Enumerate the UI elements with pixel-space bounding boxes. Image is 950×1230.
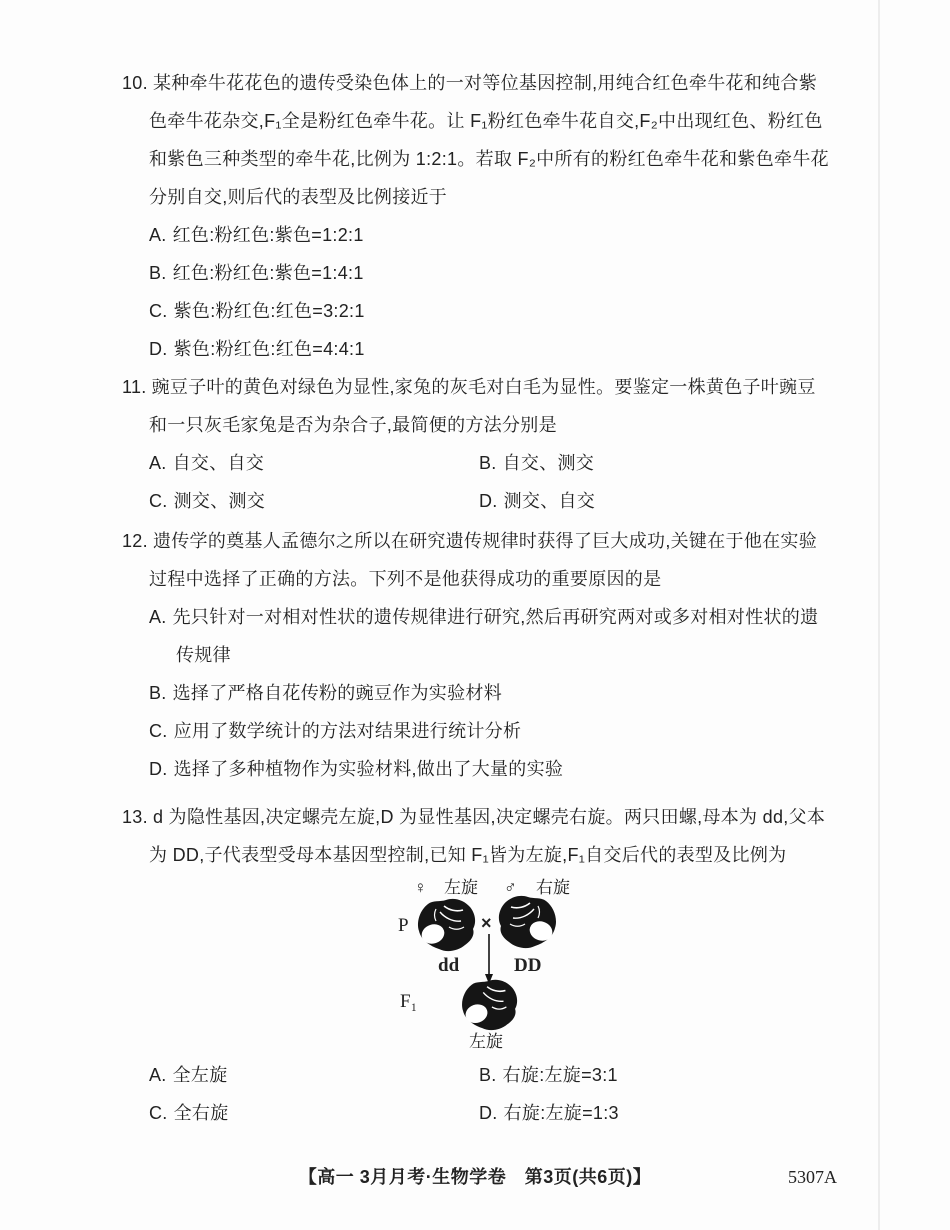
cross-symbol: × <box>481 913 492 933</box>
option-13-d-label: D. <box>479 1103 498 1123</box>
father-genotype-label: DD <box>514 955 542 976</box>
mother-genotype-label: dd <box>438 955 460 976</box>
f1-generation-label: F₁ <box>400 991 418 1012</box>
option-11-b-label: B. <box>479 453 497 473</box>
option-10-d-label: D. <box>149 339 168 359</box>
descent-arrow <box>483 934 495 984</box>
option-12-c-label: C. <box>149 721 168 741</box>
male-phenotype-label: 右旋 <box>536 878 570 897</box>
father-snail-illustration <box>496 894 558 950</box>
question-11-number: 11. <box>122 377 147 397</box>
option-12-d-text: 选择了多种植物作为实验材料,做出了大量的实验 <box>173 759 564 779</box>
option-10-c <box>149 292 830 330</box>
question-13-text: d 为隐性基因,决定螺壳左旋,D 为显性基因,决定螺壳右旋。两只田螺,母本为 dd,父本为 DD,子代表型受母本基因型控制,已知 F₁皆为左旋,F₁自交后代的表型及比例为 <box>149 807 826 865</box>
question-11-text: 豌豆子叶的黄色对绿色为显性,家兔的灰毛对白毛为显性。要鉴定一株黄色子叶豌豆和一只灰毛家兔是否为杂合子,最简便的方法分别是 <box>149 377 816 435</box>
option-10-c-label: C. <box>149 301 168 321</box>
option-12-a-text: 先只针对一对相对性状的遗传规律进行研究,然后再研究两对或多对相对性状的遗传规律 <box>172 607 819 665</box>
option-13-c-label: C. <box>149 1103 168 1123</box>
option-13-c <box>149 1094 479 1132</box>
question-12-options <box>122 598 830 788</box>
option-11-b-text: 自交、测交 <box>502 453 595 473</box>
female-symbol: ♀ <box>414 878 427 897</box>
option-11-c-text: 测交、测交 <box>173 491 266 511</box>
option-10-b-text: 红色:粉红色:紫色=1:4:1 <box>172 263 364 283</box>
footer-exam-title: 【高一 3月月考·生物学卷 第3页(共6页)】 <box>298 1167 652 1187</box>
option-11-a-text: 自交、自交 <box>172 453 265 473</box>
question-13-options <box>149 1056 830 1132</box>
question-10-number: 10. <box>122 73 148 93</box>
option-12-b-text: 选择了严格自花传粉的豌豆作为实验材料 <box>172 683 503 703</box>
option-12-d <box>149 750 830 788</box>
question-12-number: 12. <box>122 531 148 551</box>
option-11-b <box>479 444 830 482</box>
scan-artifact-line <box>878 0 880 1230</box>
option-10-d-text: 紫色:粉红色:红色=4:4:1 <box>173 339 365 359</box>
question-10 <box>122 64 830 368</box>
question-13 <box>122 798 830 1132</box>
snail-cross-diagram <box>122 876 830 1056</box>
option-11-c <box>149 482 479 520</box>
option-12-a <box>149 598 830 674</box>
question-13-stem <box>122 798 830 874</box>
option-11-d-text: 测交、自交 <box>503 491 596 511</box>
option-11-c-label: C. <box>149 491 168 511</box>
option-10-a <box>149 216 830 254</box>
option-13-d <box>479 1094 830 1132</box>
option-11-d <box>479 482 830 520</box>
option-13-a-text: 全左旋 <box>172 1065 228 1085</box>
question-11-options <box>149 444 830 520</box>
option-12-b <box>149 674 830 712</box>
option-10-b-label: B. <box>149 263 167 283</box>
option-10-c-text: 紫色:粉红色:红色=3:2:1 <box>173 301 365 321</box>
option-11-a <box>149 444 479 482</box>
option-13-a-label: A. <box>149 1065 167 1085</box>
question-12 <box>122 522 830 788</box>
question-10-options <box>122 216 830 368</box>
option-10-a-label: A. <box>149 225 167 245</box>
option-10-b <box>149 254 830 292</box>
mother-snail-illustration <box>416 897 478 953</box>
option-10-a-text: 红色:粉红色:紫色=1:2:1 <box>172 225 364 245</box>
question-10-text: 某种牵牛花花色的遗传受染色体上的一对等位基因控制,用纯合红色牵牛花和纯合紫色牵牛花杂交,F₁全是粉红色牵牛花。让 F₁粉红色牵牛花自交,F₂中出现红色、粉红色和紫色三种类型的牵牛花,比例为 1:2:1。若取 F₂中所有的粉红色牵牛花和紫色牵牛花分别自交,则后代的表型及比例接近于 <box>149 73 829 207</box>
option-11-a-label: A. <box>149 453 167 473</box>
option-13-a <box>149 1056 479 1094</box>
option-13-c-text: 全右旋 <box>173 1103 229 1123</box>
male-symbol: ♂ <box>504 878 517 897</box>
option-13-b-label: B. <box>479 1065 497 1085</box>
option-12-a-label: A. <box>149 607 167 627</box>
option-12-d-label: D. <box>149 759 168 779</box>
page-footer <box>0 1158 950 1198</box>
option-11-d-label: D. <box>479 491 498 511</box>
f1-snail-illustration <box>460 978 520 1032</box>
exam-content <box>122 64 830 1132</box>
question-11-stem <box>122 368 830 444</box>
female-phenotype-label: 左旋 <box>444 878 478 897</box>
option-12-b-label: B. <box>149 683 167 703</box>
question-10-stem <box>122 64 830 216</box>
question-11 <box>122 368 830 520</box>
question-12-stem <box>122 522 830 598</box>
question-12-text: 遗传学的奠基人孟德尔之所以在研究遗传规律时获得了巨大成功,关键在于他在实验过程中选择了正确的方法。下列不是他获得成功的重要原因的是 <box>149 531 818 589</box>
option-13-b <box>479 1056 830 1094</box>
option-10-d <box>149 330 830 368</box>
question-13-number: 13. <box>122 807 148 827</box>
option-13-b-text: 右旋:左旋=3:1 <box>502 1065 618 1085</box>
f1-phenotype-label: 左旋 <box>469 1032 503 1051</box>
p-generation-label: P <box>398 915 409 936</box>
footer-paper-code: 5307A <box>788 1167 837 1187</box>
option-12-c-text: 应用了数学统计的方法对结果进行统计分析 <box>173 721 522 741</box>
option-12-c <box>149 712 830 750</box>
option-13-d-text: 右旋:左旋=1:3 <box>503 1103 619 1123</box>
